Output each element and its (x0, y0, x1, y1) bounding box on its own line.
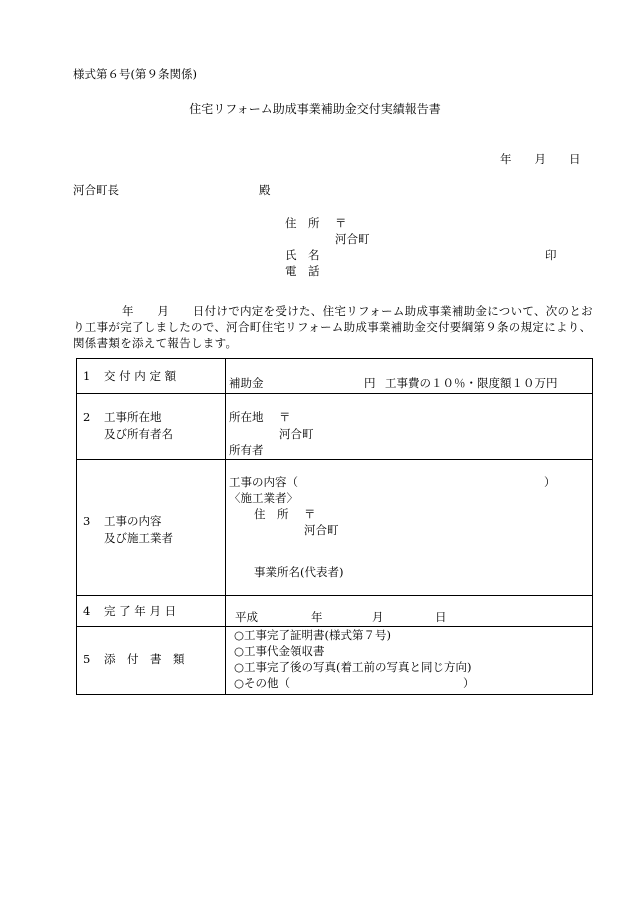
row-number: 5 (83, 652, 91, 666)
table-row (77, 394, 593, 460)
work-content-label: 工事の内容（ (229, 475, 298, 489)
location-town: 河合町 (279, 427, 314, 441)
applicant-name-label: 氏 名 (285, 248, 320, 262)
work-content-close: ） (544, 475, 556, 489)
applicant-postal-mark: 〒 (335, 216, 347, 230)
attachment-item: ○工事代金領収書 (234, 644, 325, 658)
form-number: 様式第６号(第９条関係) (73, 67, 197, 81)
row-label-text: 添 付 書 類 (104, 652, 185, 666)
owner-label: 所有者 (229, 443, 264, 457)
company-label: 事業所名(代表者) (254, 565, 344, 579)
era-label: 平成 (235, 610, 258, 624)
yen-unit: 円 (364, 376, 376, 390)
row-label (77, 596, 226, 627)
subsidy-label: 補助金 (229, 376, 264, 390)
row-number: 4 (83, 604, 91, 618)
honorific: 殿 (259, 183, 271, 197)
year-label: 年 (311, 610, 323, 624)
document-title: 住宅リフォーム助成事業補助金交付実績報告書 (189, 102, 441, 116)
row-label-text: 交 付 内 定 額 (104, 369, 177, 383)
row-value (226, 394, 593, 460)
row-value (226, 596, 593, 627)
row-label (77, 627, 226, 695)
row-number: 1 (83, 369, 91, 383)
report-date: 年 月 日 (500, 152, 581, 166)
row-label-text: 及び所有者名 (104, 427, 173, 441)
attachment-other-close: ） (463, 676, 475, 690)
applicant-town: 河合町 (335, 232, 370, 246)
addressee: 河合町長 (73, 183, 119, 197)
row-label (77, 394, 226, 460)
row-label-text: 工事所在地 (104, 410, 162, 424)
applicant-address-label: 住 所 (285, 216, 320, 230)
row-number: 3 (83, 514, 91, 528)
contractor-town: 河合町 (304, 523, 339, 537)
month-label: 月 (372, 610, 384, 624)
seal-mark: 印 (545, 248, 557, 262)
report-body-text: 年 月 日付けで内定を受けた、住宅リフォーム助成事業補助金について、次のとおり工事が完了しましたので、河合町住宅リフォーム助成事業補助金交付要綱第９条の規定により、関係書類を添えて報告します。 (73, 304, 593, 350)
table-row (77, 627, 593, 695)
row-label-text: 工事の内容 (104, 514, 162, 528)
attachment-item: ○その他（ (234, 676, 291, 690)
applicant-phone-label: 電 話 (285, 264, 320, 278)
postal-mark: 〒 (279, 410, 291, 424)
postal-mark: 〒 (304, 507, 316, 521)
row-label (77, 359, 226, 394)
subsidy-rate: 工事費の１０％・限度額１０万円 (385, 376, 558, 390)
table-row (77, 596, 593, 627)
row-label-text: 完 了 年 月 日 (104, 604, 177, 618)
row-label (77, 460, 226, 596)
table-row (77, 460, 593, 596)
attachment-item: ○工事完了後の写真(着工前の写真と同じ方向) (234, 660, 472, 674)
location-label: 所在地 (229, 410, 264, 424)
contractor-address-label: 住 所 (254, 507, 289, 521)
attachment-item: ○工事完了証明書(様式第７号) (234, 628, 392, 642)
day-label: 日 (435, 610, 447, 624)
report-table (76, 358, 593, 695)
row-value (226, 359, 593, 394)
row-label-text: 及び施工業者 (104, 531, 173, 545)
contractor-label: 〈施工業者〉 (229, 491, 298, 505)
table-row (77, 359, 593, 394)
row-number: 2 (83, 410, 91, 424)
row-value (226, 627, 593, 695)
row-value (226, 460, 593, 596)
